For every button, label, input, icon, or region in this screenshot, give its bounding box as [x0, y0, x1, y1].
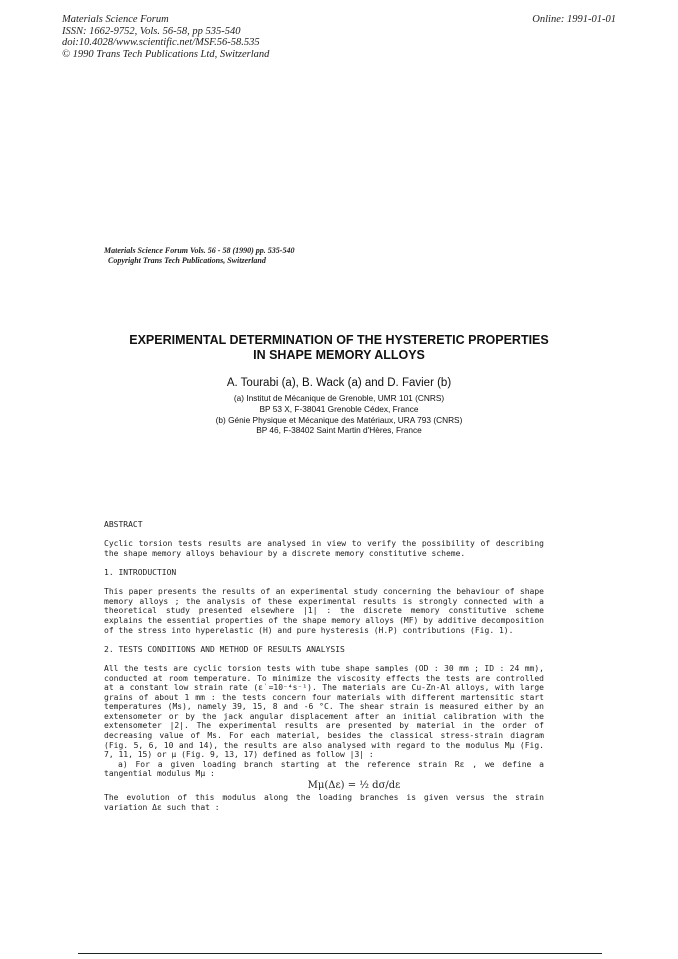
affiliations	[60, 393, 618, 436]
journal-name: Materials Science Forum	[62, 14, 169, 25]
introduction-text: This paper presents the results of an experimental study concerning the behaviour of shape memory alloys ; the analysis of these experimental results is strongly connected with a theoretical study presented elsewhere |1| : the discrete memory constitutive scheme explains the essential properties of the shape memory alloys (MF) by additive decomposition of the stress into hyperelastic (H) and pure hysteresis (H.P) contributions (Fig. 1).	[104, 587, 544, 635]
affiliation-line: BP 53 X, F-38041 Grenoble Cédex, France	[259, 403, 419, 414]
abstract-label: ABSTRACT	[104, 520, 143, 529]
affiliation-line: (b) Génie Physique et Mécanique des Matériaux, URA 793 (CNRS)	[215, 414, 463, 425]
section-heading-tests: 2. TESTS CONDITIONS AND METHOD OF RESULTS ANALYSIS	[104, 644, 345, 654]
modulus-formula: Mμ(Δε) = ½ dσ/dε	[307, 780, 401, 792]
doi-line: doi:10.4028/www.scientific.net/MSF.56-58.535	[62, 37, 260, 48]
evolution-text: The evolution of this modulus along the loading branches is given versus the strain variation Δε such that :	[104, 793, 544, 812]
online-date: Online: 1991-01-01	[532, 14, 616, 25]
source-citation: Materials Science Forum Vols. 56 - 58 (1990) pp. 535-540	[104, 246, 295, 255]
title-line-2: IN SHAPE MEMORY ALLOYS	[253, 348, 425, 362]
source-copyright: Copyright Trans Tech Publications, Switzerland	[108, 256, 266, 265]
authors: A. Tourabi (a), B. Wack (a) and D. Favier (b)	[226, 377, 452, 389]
body-text	[104, 520, 544, 812]
affiliation-line: (a) Institut de Mécanique de Grenoble, UMR 101 (CNRS)	[233, 393, 445, 403]
paper-title	[60, 333, 618, 363]
tests-text: All the tests are cyclic torsion tests with tube shape samples (OD : 30 mm ; ID : 24 mm), conducted at room temperature. To minimize the viscosity effects the tests are controlled at a constant low strain rate (ε̇ =10⁻⁴s⁻¹). The materials are Cu-Zn-Al alloys, with large grains of about 1 mm : the tests concern four materials with different martensitic start temperatures (Ms), namely 39, 15, 8 and -6 °C. The shear strain is measured either by an extensometer or by the jack angular displacement after an initial calibration with the extensometer |2|. The experimental results are presented by material in the order of decreasing value of Ms. For each material, besides the classical stress-strain diagram (Fig. 5, 6, 10 and 14), the results are also analysed with regard to the modulus Mμ (Fig. 7, 11, 15) or μ (Fig. 9, 13, 17) defined as follow |3| :	[104, 663, 544, 760]
title-line-1: EXPERIMENTAL DETERMINATION OF THE HYSTERETIC PROPERTIES	[129, 333, 549, 347]
affiliation-line: BP 46, F-38402 Saint Martin d'Hères, France	[256, 425, 422, 436]
issn-line: ISSN: 1662-9752, Vols. 56-58, pp 535-540	[62, 25, 241, 37]
source-note	[104, 246, 294, 266]
journal-header	[62, 14, 269, 60]
footer-rule	[78, 953, 602, 954]
section-heading-introduction: 1. INTRODUCTION	[104, 567, 177, 577]
abstract-text: Cyclic torsion tests results are analysed in view to verify the possibility of describing the shape memory alloys behaviour by a discrete memory constitutive scheme.	[104, 539, 544, 558]
item-a-text: a) For a given loading branch starting at the reference strain Rε , we define a tangential modulus Mμ :	[104, 759, 544, 779]
publisher-copyright: © 1990 Trans Tech Publications Ltd, Switzerland	[62, 48, 270, 60]
